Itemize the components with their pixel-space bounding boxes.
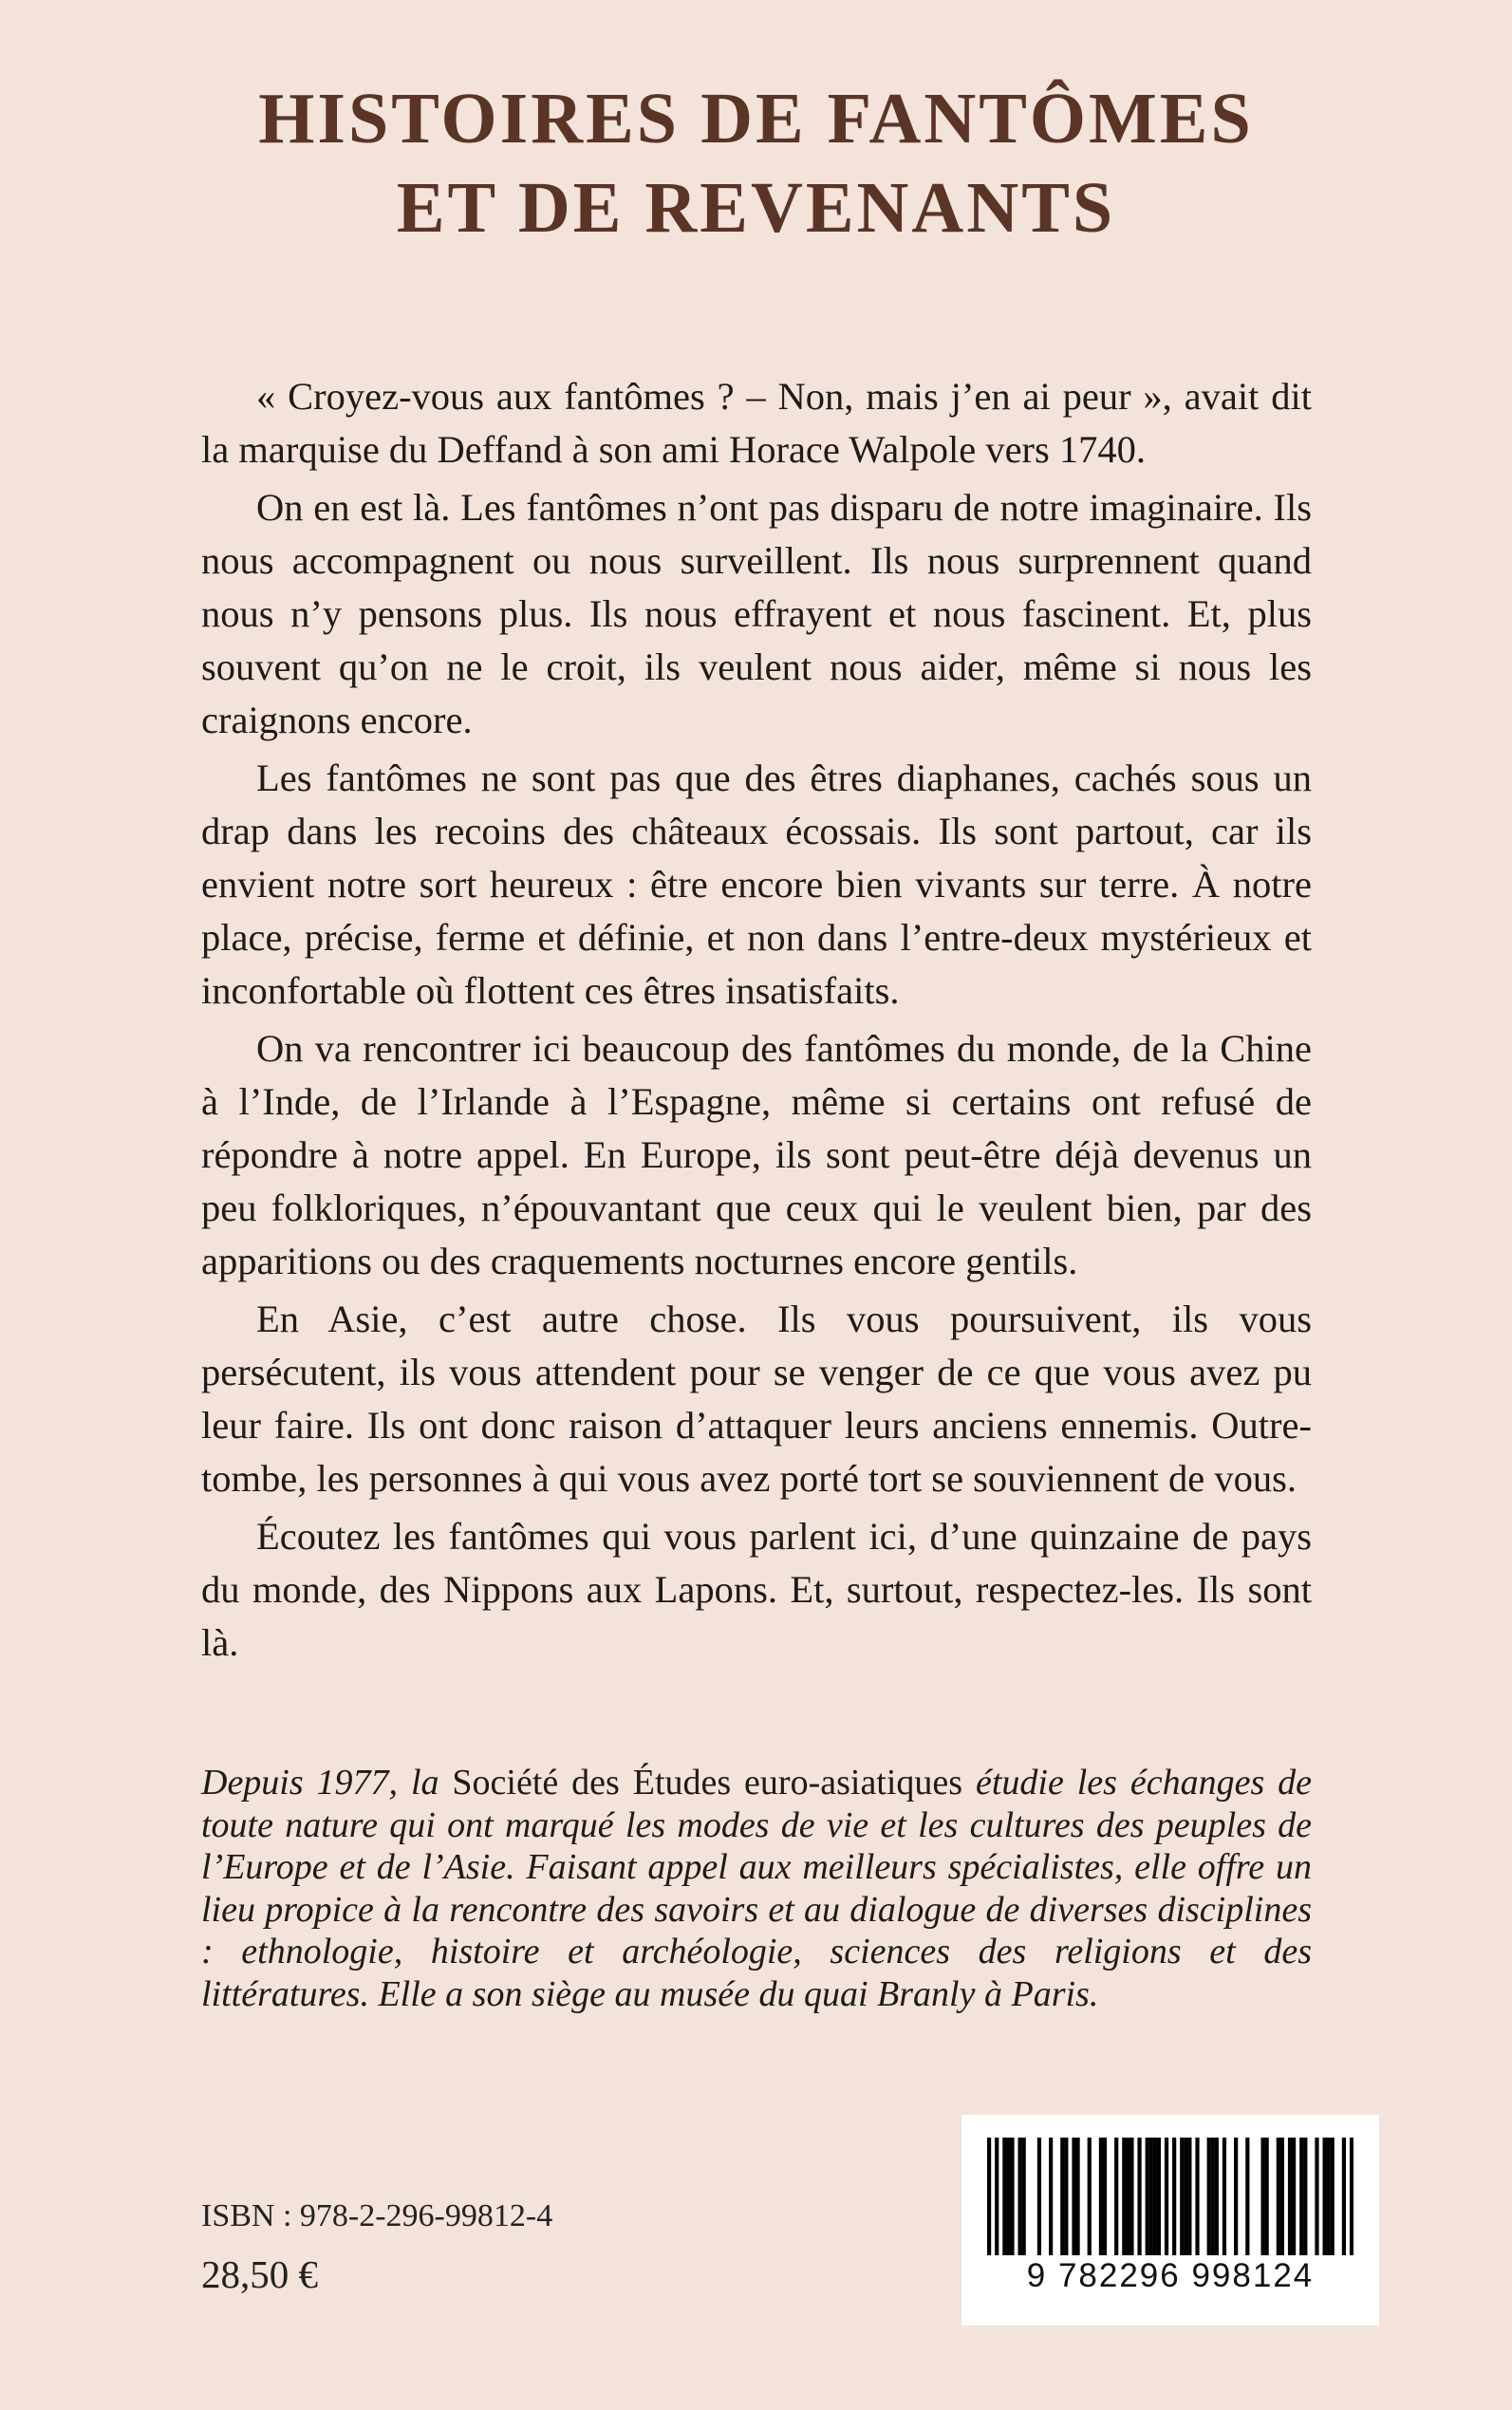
barcode-digits: 9 782296 998124: [1026, 2257, 1315, 2294]
barcode-bar: [1234, 2138, 1238, 2255]
barcode-bar: [1207, 2138, 1211, 2255]
barcode-bar: [1049, 2138, 1053, 2255]
barcode-bar: [1187, 2138, 1191, 2255]
barcode-bar: [1184, 2138, 1187, 2255]
barcode-bar: [1122, 2138, 1126, 2255]
barcode-bar: [1277, 2138, 1280, 2255]
barcode-bar: [1060, 2138, 1064, 2255]
barcode-bar: [1149, 2138, 1153, 2255]
blurb-paragraph: On en est là. Les fantômes n’ont pas disparu de notre imaginaire. Ils nous accompagnent ou nous surveillent. Ils nous surprennent quand nous n’y pensons plus. Ils nous effrayent et nous fascinent. Et, plus souvent qu’on ne le croit, ils veulent nous aider, même si nous les craignons encore.: [201, 486, 1312, 741]
barcode-bar: [1157, 2138, 1161, 2255]
barcode-bar: [1342, 2138, 1346, 2255]
barcode-bar: [1315, 2138, 1318, 2255]
barcode-bar: [1172, 2138, 1176, 2255]
barcode-bar: [1088, 2138, 1092, 2255]
barcode-bar: [1322, 2138, 1326, 2255]
barcode-bars: [987, 2138, 1353, 2259]
barcode-bar: [1165, 2138, 1168, 2255]
barcode-bar: [1211, 2138, 1215, 2255]
barcode-bar: [1180, 2138, 1184, 2255]
barcode-bar: [1137, 2138, 1141, 2255]
barcode: [961, 2115, 1379, 2326]
barcode-bar: [995, 2138, 999, 2255]
book-title-line-2: ET DE REVENANTS: [396, 168, 1116, 248]
barcode-bar: [1146, 2138, 1149, 2255]
book-title-line-1: HISTOIRES DE FANTÔMES: [258, 79, 1254, 159]
barcode-bar: [1010, 2138, 1014, 2255]
society-note-intro: Depuis 1977, la: [201, 1763, 453, 1803]
barcode-bar: [1002, 2138, 1006, 2255]
price-label: 28,50 €: [201, 2252, 318, 2296]
society-note: [201, 1762, 1312, 2015]
barcode-bar: [1327, 2138, 1331, 2255]
barcode-bar: [1245, 2138, 1249, 2255]
barcode-bar: [1292, 2138, 1296, 2255]
barcode-bar: [1018, 2138, 1022, 2255]
barcode-bar: [987, 2138, 991, 2255]
barcode-bar: [1103, 2138, 1107, 2255]
barcode-bar: [1099, 2138, 1103, 2255]
barcode-bar: [1006, 2138, 1010, 2255]
blurb-paragraph: Les fantômes ne sont pas que des êtres diaphanes, cachés sous un drap dans les recoins des châteaux écossais. Ils sont partout, car ils envient notre sort heureux : être encore bien vivants sur terre. À notre place, précise, ferme et définie, et non dans l’entre-deux mystérieux et inconfortable où flottent ces êtres insatisfaits.: [201, 757, 1312, 1012]
barcode-bar: [1288, 2138, 1292, 2255]
barcode-bar: [1075, 2138, 1079, 2255]
barcode-bar: [1114, 2138, 1118, 2255]
barcode-bar: [1072, 2138, 1075, 2255]
isbn-label: ISBN : 978-2-296-99812-4: [201, 2198, 553, 2233]
society-name: Société des Études euro-asiatiques: [452, 1763, 963, 1803]
barcode-bar: [1260, 2138, 1264, 2255]
blurb-paragraph: « Croyez-vous aux fantômes ? – Non, mais j’en ai peur », avait dit la marquise du Deffand à son ami Horace Walpole vers 1740.: [201, 375, 1312, 471]
barcode-bar: [1223, 2138, 1226, 2255]
barcode-bar: [1215, 2138, 1219, 2255]
barcode-bar: [1126, 2138, 1129, 2255]
barcode-bar: [1195, 2138, 1199, 2255]
society-note-body: étudie les échanges de toute nature qui ont marqué les modes de vie et les cultures des peuples de l’Europe et de l’Asie. Faisant appel aux meilleurs spécialistes, elle offre un lieu propice à la rencontre des savoirs et au dialogue de diverses disciplines : ethnologie, histoire et archéologie, sciences des religions et des littératures. Elle a son siège au musée du quai Branly à Paris.: [201, 1763, 1312, 2014]
book-title: [0, 74, 1512, 252]
barcode-bar: [1129, 2138, 1133, 2255]
barcode-bar: [1280, 2138, 1284, 2255]
barcode-bar: [1265, 2138, 1269, 2255]
barcode-bar: [1303, 2138, 1307, 2255]
blurb-paragraph: En Asie, c’est autre chose. Ils vous poursuivent, ils vous persécutent, ils vous attendent pour se venger de ce que vous avez pu leur faire. Ils ont donc raison d’attaquer leurs anciens ennemis. Outre-tombe, les personnes à qui vous avez porté tort se souviennent de vous.: [201, 1298, 1312, 1500]
blurb: [201, 370, 1312, 1674]
barcode-bar: [1331, 2138, 1335, 2255]
barcode-bar: [1350, 2138, 1353, 2255]
blurb-paragraph: Écoutez les fantômes qui vous parlent ici, d’une quinzaine de pays du monde, des Nippons aux Lapons. Et, surtout, respectez-les. Ils sont là.: [201, 1515, 1312, 1664]
barcode-bar: [1037, 2138, 1041, 2255]
barcode-bar: [1064, 2138, 1068, 2255]
barcode-bar: [1153, 2138, 1157, 2255]
blurb-paragraph: On va rencontrer ici beaucoup des fantômes du monde, de la Chine à l’Inde, de l’Irlande à l’Espagne, même si certains ont refusé de répondre à notre appel. En Europe, ils sont peut-être déjà devenus un peu folkloriques, n’épouvantant que ceux qui le veulent bien, par des apparitions ou des craquements nocturnes encore gentils.: [201, 1027, 1312, 1282]
barcode-bar: [1022, 2138, 1026, 2255]
barcode-bar: [1299, 2138, 1303, 2255]
